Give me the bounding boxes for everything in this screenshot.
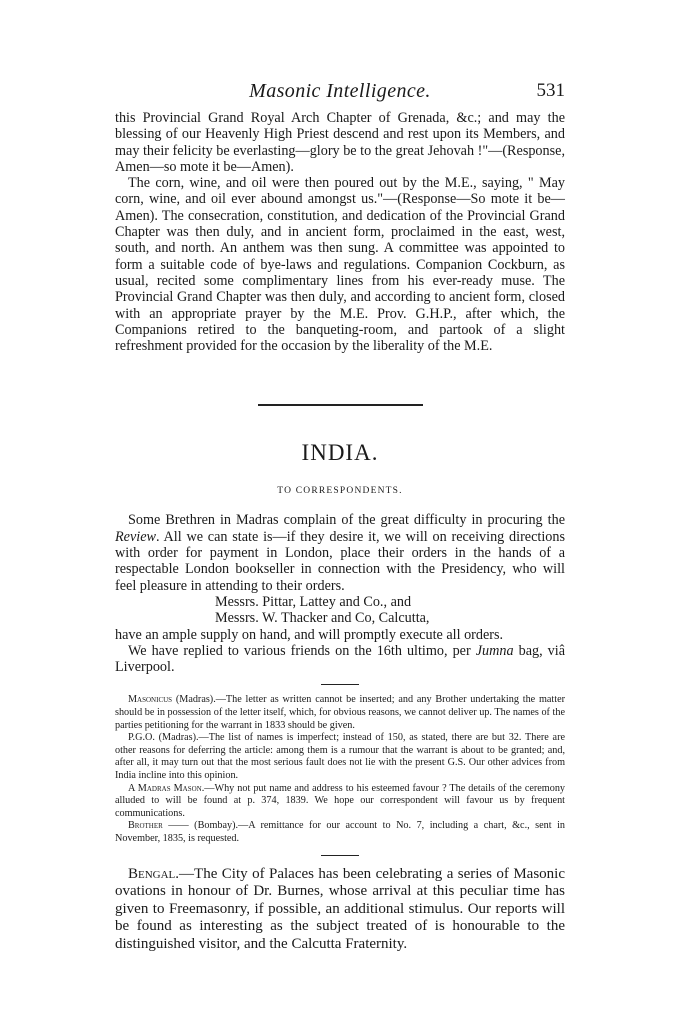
consecration-paragraph: The corn, wine, and oil were then poured out by the M.E., saying, " May corn, wine, and oil ever abound amongst us."—(Response—So mote it be—Amen). The consecration, constitution, and dedication of the Provincial Grand Chapter was then duly, and in ancient form, proclaimed in the east, west, south, and north. An anthem was then sung. A committee was appointed to form a suitable code of bye-laws and regulations. Companion Cockburn, as usual, recited some complimentary lines from his ever-ready muse. The Provincial Grand Chapter was then duly, and according to ancient form, closed with an appropriate prayer by the M.E. Prov. G.H.P., after which, the Companions retired to the banqueting-room, and partook of a slight refreshment provided for the occasion by the liberality of the M.E.: [115, 175, 565, 355]
note-pgo: P.G.O. (Madras).—The list of names is imperfect; instead of 150, as stated, there are but 32. There are other reasons for deferring the article: among them is a rumour that the warrant is about to be granted; and, after all, it may turn out that the most serious fault does not lie with the present G.S. Our other advices from India incline into this opinion.: [115, 732, 565, 781]
section-title: INDIA.: [301, 440, 379, 466]
review-title: Review: [115, 528, 156, 545]
section-divider: [258, 404, 423, 406]
bengal-divider: [321, 855, 359, 856]
continuation-paragraph: this Provincial Grand Royal Arch Chapter of Grenada, &c.; and may the blessing of our Heavenly High Priest descend and rest upon its Members, and may their felicity be everlasting—glory be to the great Jehovah !"—(Response, Amen—so mote it be—Amen).: [115, 110, 565, 175]
page-header: [115, 80, 565, 104]
note-brother-bombay: Brother —— (Bombay).—A remittance for our account to No. 7, including a chart, &c., sent in November, 1835, is requested.: [115, 820, 565, 844]
page-number: 531: [536, 80, 565, 101]
section-subtitle: TO CORRESPONDENTS.: [277, 486, 403, 497]
bengal-paragraph: Bengal.—The City of Palaces has been celebrating a series of Masonic ovations in honour of Dr. Burnes, whose arrival at this peculiar time has given to Freemasonry, if possible, an additional stimulus. Our reports will be found as interesting as the subject treated of is honourable to the distinguished visitor, and the Calcutta Fraternity.: [115, 865, 565, 952]
note-masonicus: Masonicus (Madras).—The letter as written cannot be inserted; and any Brother undertaking the matter should be in possession of the letter itself, which, for obvious reasons, we cannot deliver up. The names of the parties petitioning for the warrant in 1833 should be given.: [115, 694, 565, 731]
notes-divider: [321, 684, 359, 685]
correspondents-paragraph: Some Brethren in Madras complain of the great difficulty in procuring the Review. All we can state is—if they desire it, we will on receiving directions with order for payment in London, place their orders in the hands of a respectable London bookseller in connection with the Presidency, who will feel pleasure in attending to their orders.: [115, 512, 565, 594]
bengal-section: [115, 866, 565, 954]
correspondent-notes: [115, 694, 565, 845]
bookseller-line-1: Messrs. Pittar, Lattey and Co., and: [215, 593, 412, 610]
bookseller-line-2: Messrs. W. Thacker and Co, Calcutta,: [215, 610, 430, 627]
replied-paragraph: We have replied to various friends on the 16th ultimo, per Jumna bag, viâ Liverpool.: [115, 642, 565, 676]
note-madras-mason: A Madras Mason.—Why not put name and address to his esteemed favour ? The details of the ceremony alluded to will be found at p. 374, 1839. We hope our correspondent will favour us by frequent communications.: [115, 782, 566, 819]
running-title: Masonic Intelligence.: [249, 80, 431, 102]
jumna-name: Jumna: [475, 642, 514, 659]
page: [115, 80, 565, 954]
supply-paragraph: have an ample supply on hand, and will promptly execute all orders.: [115, 626, 504, 643]
